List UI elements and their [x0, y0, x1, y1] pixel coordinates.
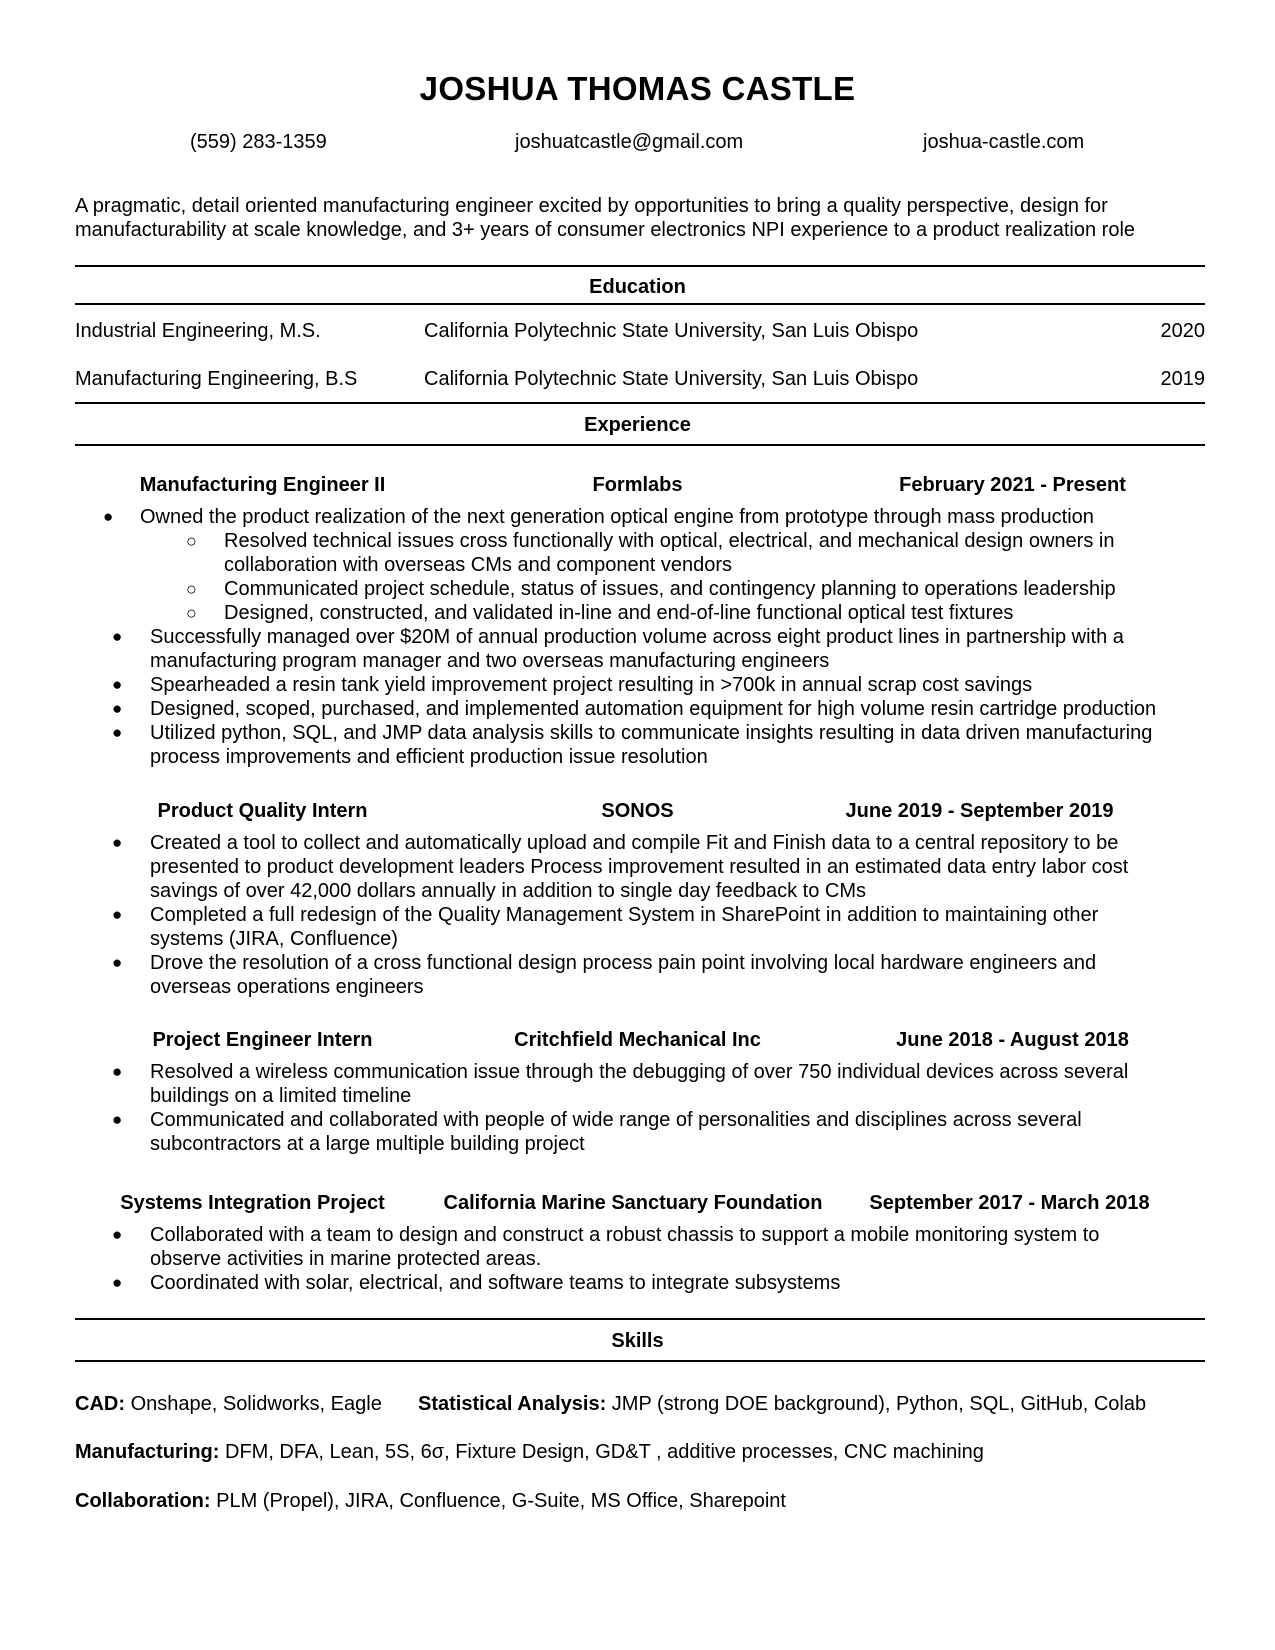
job-bullet-line: Utilized python, SQL, and JMP data analysis skills to communicate insights resulting in data driven manufacturing	[150, 722, 1153, 744]
bullet-marker: ●	[112, 1062, 123, 1081]
skills-cad-value: Onshape, Solidworks, Eagle	[130, 1393, 382, 1415]
job-dates: February 2021 - Present	[899, 474, 1126, 496]
job-company: Formlabs	[592, 474, 683, 496]
bullet-marker: ●	[112, 675, 123, 694]
bullet-marker: ●	[112, 953, 123, 972]
bullet-marker: ●	[112, 699, 123, 718]
bullet-marker: ●	[112, 833, 123, 852]
job-dates: June 2018 - August 2018	[896, 1029, 1129, 1051]
job-bullet-line: Spearheaded a resin tank yield improvement project resulting in >700k in annual scrap cost savings	[150, 674, 1033, 696]
section-title-experience: Experience	[584, 414, 691, 436]
section-rule	[75, 1360, 1205, 1362]
skills-stats-label: Statistical Analysis:	[418, 1393, 607, 1415]
job-bullet-line: observe activities in marine protected areas.	[150, 1248, 542, 1270]
skills-manufacturing-value: DFM, DFA, Lean, 5S, 6σ, Fixture Design, GD&T , additive processes, CNC machining	[225, 1441, 984, 1463]
education-year: 2020	[1160, 320, 1205, 342]
skills-stats-row	[418, 1393, 1146, 1416]
job-bullet-line: presented to product development leaders Process improvement resulted in an estimated data entry labor cost	[150, 856, 1129, 878]
job-bullet-line: Drove the resolution of a cross functional design process pain point involving local hardware engineers and	[150, 952, 1097, 974]
job-bullet-line: savings of over 42,000 dollars annually in addition to single day feedback to CMs	[150, 880, 866, 902]
bullet-marker: ●	[112, 1273, 123, 1292]
section-rule	[75, 1318, 1205, 1320]
skills-manufacturing-row	[75, 1441, 984, 1464]
job-dates: June 2019 - September 2019	[845, 800, 1114, 822]
education-school: California Polytechnic State University, San Luis Obispo	[424, 320, 919, 342]
job-bullet-line: buildings on a limited timeline	[150, 1085, 412, 1107]
contact-email[interactable]: joshuatcastle@gmail.com	[515, 131, 744, 153]
skills-cad-label: CAD:	[75, 1393, 125, 1415]
contact-website[interactable]: joshua-castle.com	[923, 131, 1085, 153]
section-rule	[75, 402, 1205, 404]
job-bullet-line: Coordinated with solar, electrical, and software teams to integrate subsystems	[150, 1272, 841, 1294]
job-title: Systems Integration Project	[120, 1192, 385, 1214]
job-sub-bullet-line: Communicated project schedule, status of issues, and contingency planning to operations leadership	[224, 578, 1116, 600]
professional-summary: A pragmatic, detail oriented manufacturing engineer excited by opportunities to bring a quality perspective, design for manufacturability at scale knowledge, and 3+ years of consumer electronics NPI experience to a product realization role	[75, 195, 1136, 241]
job-bullet-line: Completed a full redesign of the Quality Management System in SharePoint in addition to maintaining other	[150, 904, 1099, 926]
bullet-marker: ●	[112, 627, 123, 646]
section-title-education: Education	[589, 276, 686, 298]
bullet-marker: ●	[103, 507, 114, 526]
education-school: California Polytechnic State University, San Luis Obispo	[424, 368, 919, 390]
job-bullet-line: overseas operations engineers	[150, 976, 424, 998]
job-title: Manufacturing Engineer II	[139, 474, 386, 496]
job-company: SONOS	[601, 800, 674, 822]
section-rule	[75, 303, 1205, 305]
skills-cad-row	[75, 1393, 382, 1416]
bullet-marker: ●	[112, 1225, 123, 1244]
job-bullet-line: Resolved a wireless communication issue through the debugging of over 750 individual devices across several	[150, 1061, 1129, 1083]
job-bullet-line: Created a tool to collect and automatically upload and compile Fit and Finish data to a central repository to be	[150, 832, 1119, 854]
job-bullet-line: subcontractors at a large multiple building project	[150, 1133, 585, 1155]
job-title: Project Engineer Intern	[152, 1029, 373, 1051]
bullet-marker: ●	[112, 905, 123, 924]
job-bullet-line: process improvements and efficient production issue resolution	[150, 746, 708, 768]
job-bullet-line: Owned the product realization of the next generation optical engine from prototype through mass production	[140, 506, 1094, 528]
job-sub-bullet-line: collaboration with overseas CMs and component vendors	[224, 554, 733, 576]
job-sub-bullet-line: Designed, constructed, and validated in-line and end-of-line functional optical test fixtures	[224, 602, 1014, 624]
job-company: California Marine Sanctuary Foundation	[443, 1192, 823, 1214]
resume-name: JOSHUA THOMAS CASTLE	[419, 70, 856, 107]
job-bullet-line: Designed, scoped, purchased, and implemented automation equipment for high volume resin cartridge production	[150, 698, 1157, 720]
job-dates: September 2017 - March 2018	[869, 1192, 1150, 1214]
skills-collaboration-row	[75, 1490, 786, 1513]
job-bullet-line: Communicated and collaborated with people of wide range of personalities and disciplines across several	[150, 1109, 1082, 1131]
bullet-marker: ●	[112, 1110, 123, 1129]
skills-collaboration-label: Collaboration:	[75, 1490, 211, 1512]
job-sub-bullet-line: Resolved technical issues cross functionally with optical, electrical, and mechanical design owners in	[224, 530, 1115, 552]
education-year: 2019	[1160, 368, 1205, 390]
job-bullet-line: systems (JIRA, Confluence)	[150, 928, 398, 950]
section-rule	[75, 265, 1205, 267]
job-bullet-line: manufacturing program manager and two overseas manufacturing engineers	[150, 650, 830, 672]
education-degree: Manufacturing Engineering, B.S	[75, 368, 358, 390]
sub-bullet-marker: ○	[186, 579, 197, 599]
job-company: Critchfield Mechanical Inc	[514, 1029, 761, 1051]
job-title: Product Quality Intern	[157, 800, 368, 822]
section-rule	[75, 444, 1205, 446]
education-degree: Industrial Engineering, M.S.	[75, 320, 321, 342]
bullet-marker: ●	[112, 723, 123, 742]
skills-collaboration-value: PLM (Propel), JIRA, Confluence, G-Suite, MS Office, Sharepoint	[216, 1490, 786, 1512]
section-title-skills: Skills	[611, 1330, 664, 1352]
job-bullet-line: Successfully managed over $20M of annual production volume across eight product lines in partnership with a	[150, 626, 1124, 648]
job-bullet-line: Collaborated with a team to design and construct a robust chassis to support a mobile monitoring system to	[150, 1224, 1100, 1246]
skills-stats-value: JMP (strong DOE background), Python, SQL, GitHub, Colab	[611, 1393, 1147, 1415]
skills-manufacturing-label: Manufacturing:	[75, 1441, 220, 1463]
sub-bullet-marker: ○	[186, 603, 197, 623]
contact-phone: (559) 283-1359	[190, 131, 327, 153]
sub-bullet-marker: ○	[186, 531, 197, 551]
